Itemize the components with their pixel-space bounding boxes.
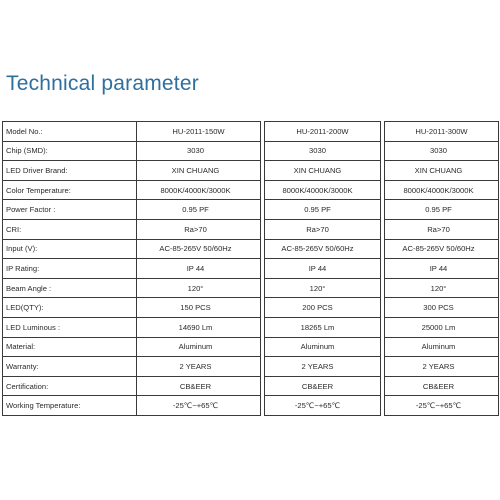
cell-value: Ra>70 xyxy=(306,224,329,234)
row-label: LED Driver Brand: xyxy=(3,161,137,181)
value-cell xyxy=(137,122,261,142)
cell-value: XIN CHUANG xyxy=(293,165,342,175)
value-cell xyxy=(385,317,499,337)
value-cell xyxy=(385,180,499,200)
cell-value: 120° xyxy=(187,283,204,293)
table-row xyxy=(3,219,499,239)
table-row xyxy=(3,376,499,396)
row-label: Beam Angle : xyxy=(3,278,137,298)
cell-value: 2 YEARS xyxy=(422,361,455,371)
cell-value: 25000 Lm xyxy=(421,322,456,332)
cell-value: CB&EER xyxy=(301,381,334,391)
table-row xyxy=(3,122,499,142)
value-cell xyxy=(265,259,381,279)
value-cell xyxy=(385,298,499,318)
value-cell xyxy=(385,357,499,377)
cell-value: 0.95 PF xyxy=(425,205,452,215)
row-label: Certification: xyxy=(3,376,137,396)
cell-value: 3030 xyxy=(187,146,204,156)
cell-value: 14690 Lm xyxy=(178,322,213,332)
value-cell xyxy=(137,161,261,181)
technical-parameter-table xyxy=(2,121,499,416)
cell-value: 120° xyxy=(430,283,447,293)
cell-value: 8000K/4000K/3000K xyxy=(282,185,353,195)
value-cell xyxy=(137,239,261,259)
value-cell xyxy=(137,357,261,377)
value-cell xyxy=(385,200,499,220)
value-cell xyxy=(137,259,261,279)
table-row xyxy=(3,298,499,318)
row-label: Chip (SMD): xyxy=(3,141,137,161)
cell-value: 0.95 PF xyxy=(304,205,331,215)
row-label: Working Temperature: xyxy=(3,396,137,416)
row-label: LED Luminous : xyxy=(3,317,137,337)
value-cell xyxy=(137,278,261,298)
cell-value: 18265 Lm xyxy=(300,322,335,332)
value-cell xyxy=(265,317,381,337)
value-cell xyxy=(265,337,381,357)
value-cell xyxy=(385,122,499,142)
value-cell xyxy=(265,278,381,298)
cell-value: 0.95 PF xyxy=(182,205,209,215)
cell-value: AC-85-265V 50/60Hz xyxy=(281,244,354,254)
row-label: Power Factor : xyxy=(3,200,137,220)
value-cell xyxy=(137,298,261,318)
row-label: CRI: xyxy=(3,219,137,239)
table-row xyxy=(3,200,499,220)
page-title: Technical parameter xyxy=(6,72,199,95)
value-cell xyxy=(137,219,261,239)
cell-value: HU-2011-200W xyxy=(296,126,349,136)
value-cell xyxy=(137,337,261,357)
value-cell xyxy=(137,141,261,161)
value-cell xyxy=(137,180,261,200)
cell-value: 150 PCS xyxy=(180,303,211,313)
cell-value: HU-2011-300W xyxy=(415,126,468,136)
cell-value: CB&EER xyxy=(422,381,455,391)
row-label: Input (V): xyxy=(3,239,137,259)
row-label: LED(QTY): xyxy=(3,298,137,318)
cell-value: 3030 xyxy=(309,146,326,156)
table-body xyxy=(3,122,499,416)
cell-value: IP 44 xyxy=(429,263,448,273)
value-cell xyxy=(137,317,261,337)
value-cell xyxy=(265,180,381,200)
value-cell xyxy=(385,141,499,161)
cell-value: Aluminum xyxy=(178,342,213,352)
value-cell xyxy=(385,396,499,416)
row-label: Color Temperature: xyxy=(3,180,137,200)
value-cell xyxy=(265,396,381,416)
value-cell xyxy=(265,219,381,239)
table-row xyxy=(3,259,499,279)
cell-value: XIN CHUANG xyxy=(171,165,220,175)
row-label: IP Rating: xyxy=(3,259,137,279)
cell-value: 2 YEARS xyxy=(301,361,334,371)
value-cell xyxy=(265,141,381,161)
value-cell xyxy=(385,337,499,357)
value-cell xyxy=(137,200,261,220)
value-cell xyxy=(265,200,381,220)
cell-value: 120° xyxy=(309,283,326,293)
table-row xyxy=(3,141,499,161)
value-cell xyxy=(137,396,261,416)
value-cell xyxy=(385,219,499,239)
cell-value: XIN CHUANG xyxy=(414,165,463,175)
table-row xyxy=(3,239,499,259)
cell-value: Ra>70 xyxy=(427,224,450,234)
cell-value: 2 YEARS xyxy=(179,361,212,371)
value-cell xyxy=(385,259,499,279)
table-row xyxy=(3,180,499,200)
cell-value: IP 44 xyxy=(308,263,327,273)
cell-value: 8000K/4000K/3000K xyxy=(403,185,474,195)
cell-value: 300 PCS xyxy=(423,303,454,313)
cell-value: Ra>70 xyxy=(184,224,207,234)
table-row xyxy=(3,396,499,416)
value-cell xyxy=(385,161,499,181)
value-cell xyxy=(385,278,499,298)
cell-value: IP 44 xyxy=(186,263,205,273)
table-row xyxy=(3,337,499,357)
cell-value: Aluminum xyxy=(421,342,456,352)
row-label: Model No.: xyxy=(3,122,137,142)
cell-value: 200 PCS xyxy=(302,303,333,313)
value-cell xyxy=(265,122,381,142)
cell-value: AC-85-265V 50/60Hz xyxy=(159,244,232,254)
cell-value: Aluminum xyxy=(300,342,335,352)
row-label: Warranty: xyxy=(3,357,137,377)
value-cell xyxy=(137,376,261,396)
cell-value: HU-2011-150W xyxy=(172,126,225,136)
table-row xyxy=(3,357,499,377)
value-cell xyxy=(385,239,499,259)
row-label: Material: xyxy=(3,337,137,357)
cell-value: AC-85-265V 50/60Hz xyxy=(402,244,475,254)
table-row xyxy=(3,317,499,337)
cell-value: -25℃~+65℃ xyxy=(172,401,219,411)
value-cell xyxy=(265,161,381,181)
value-cell xyxy=(265,239,381,259)
cell-value: CB&EER xyxy=(179,381,212,391)
value-cell xyxy=(265,298,381,318)
cell-value: 8000K/4000K/3000K xyxy=(160,185,231,195)
cell-value: -25℃~+65℃ xyxy=(415,401,462,411)
cell-value: 3030 xyxy=(430,146,447,156)
table-row xyxy=(3,161,499,181)
cell-value: -25℃~+65℃ xyxy=(294,401,341,411)
value-cell xyxy=(265,357,381,377)
value-cell xyxy=(265,376,381,396)
value-cell xyxy=(385,376,499,396)
table-row xyxy=(3,278,499,298)
